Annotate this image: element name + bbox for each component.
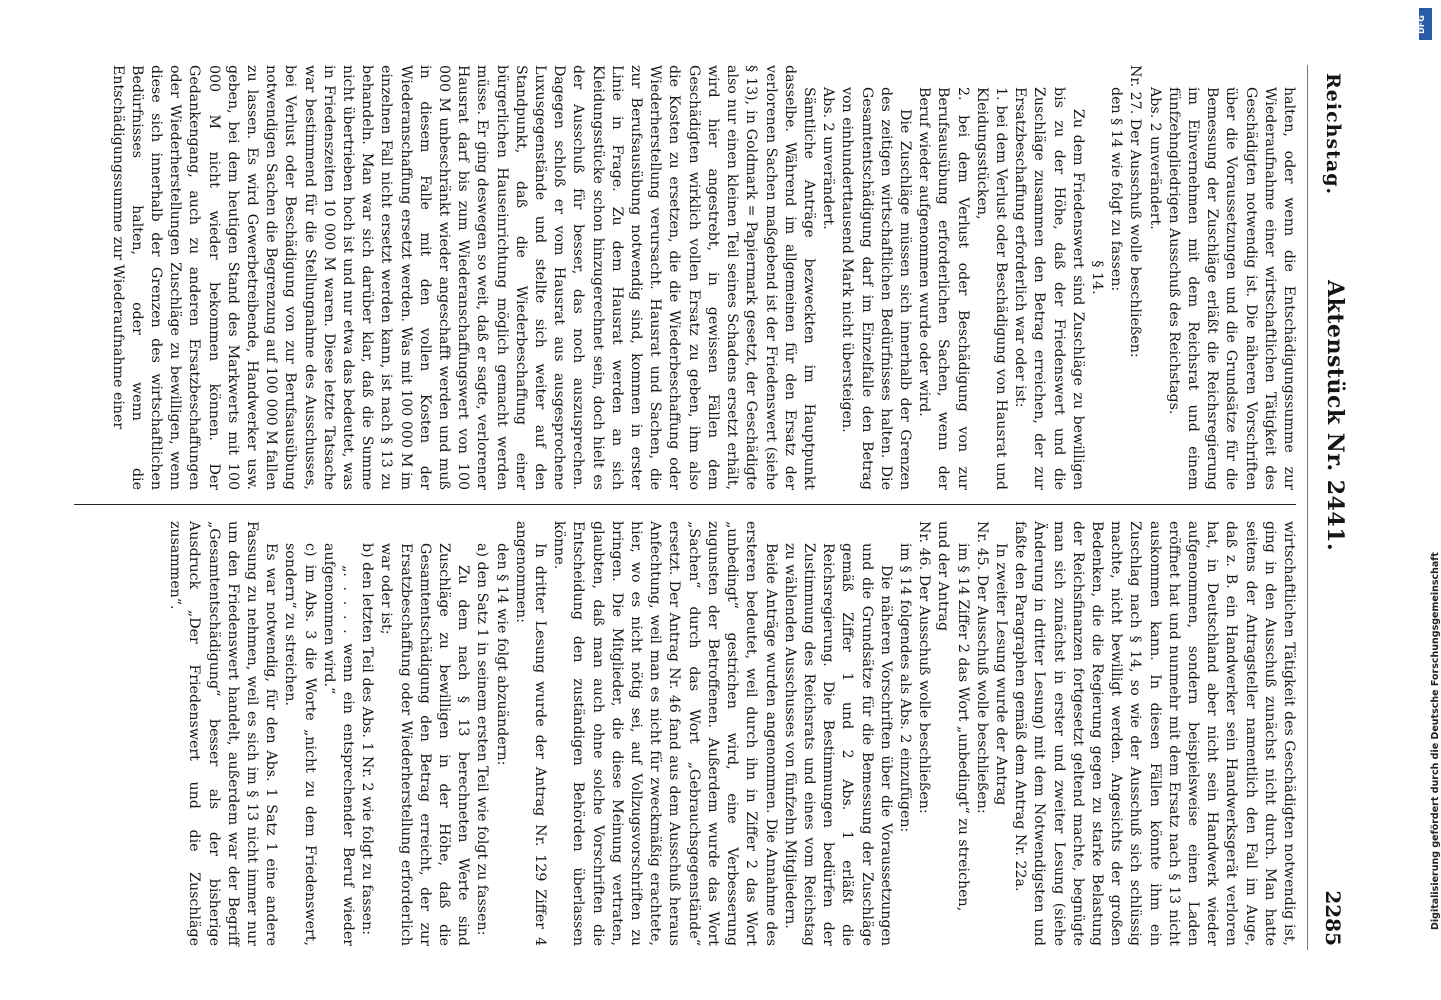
right-column-paragraph: c) im Abs. 3 die Worte „nicht zu dem Friedenswert, sondern“ zu streichen. (282, 543, 318, 946)
left-column-paragraph: Sämtliche Anträge bezweckten im Hauptpunkt dasselbe. Während im allgemeinen für den Ersatz der verlorenen Sachen maßgebend ist der Friedenswert (siehe § 13), in Goldmark = Papiermark gesetzt, der Geschädigte also nur einen kleinen Teil seines Schadens ersetzt erhält, wird hier angestrebt, in gewissen Fällen dem Geschädigten wirklich vollen Ersatz zu geben, ihm also die Kosten zu ersetzen, die die Wiederbeschaffung oder Wiederherstellung verursacht. Hausrat und Sachen, die zur Berufsausübung notwendig sind, kommen in erster Linie in Frage. Zu dem Hausrat werden an sich Kleidungsstücke schon hinzugerechnet sein, doch hielt es der Ausschuß für besser, das noch auszusprechen. Dagegen schloß er vom Hausrat aus ausgesprochene Luxusgegenstände und stellte sich weiter auf den Standpunkt, daß die Wiederbeschaffung einer bürgerlichen Hauseinrichtung möglich gemacht werden müsse. Er ging deswegen so weit, daß er sagte, verlorener Hausrat darf bis zum Wiederanschaffungswert von 100 000 M unbeschränkt wieder angeschafft werden und muß in diesem Falle mit den vollen Kosten der Wiederanschaffung ersetzt werden. Was mit 100 000 M im einzelnen Fall nicht ersetzt werden kann, ist nach § 13 zu behandeln. Man war sich darüber klar, daß die Summe nicht übertrieben hoch ist und nur etwa das bedeutet, was in Friedenszeiten 10 000 M waren. Diese letzte Tatsache war bestimmend für die Stellungnahme des Ausschusses, bei Verlust oder Beschädigung von zur Berufsausübung notwendigen Sachen die Begrenzung auf 100 000 M fallen zu lassen. Es wird Gewerbetreibende, Handwerker usw. geben, bei dem heutigen Stand des Markwerts mit 100 000 M nicht wieder bekommen können. Der Gedankengang, auch zu anderen Ersatzbeschaffungen oder Wiederherstellungen Zuschläge zu bewilligen, wenn diese sich innerhalb der Grenzen des wirtschaftlichen Bedürfnisses halten, oder wenn die Entschädigungssumme zur Wiederaufnahme einer (109, 65, 817, 490)
right-column-paragraph: In zweiter Lesung wurde der Antrag (992, 543, 1009, 806)
right-column-paragraph: a) den Satz 1 in seinem ersten Teil wie folgt zu fassen: (474, 543, 491, 936)
right-column-paragraph: Nr. 46. Der Ausschuß wolle beschließen: (916, 521, 933, 814)
digitization-note: Digitalisierung gefördert durch die Deutsche Forschungsgemeinschaft (1430, 552, 1441, 930)
left-column-paragraph: den § 14 wie folgt zu fassen: (1108, 87, 1125, 292)
page-header (1314, 65, 1348, 950)
left-column-paragraph: Die Zuschläge müssen sich innerhalb der Grenzen des zeitigen wirtschaftlichen Bedürfnisses halten. Die Gesamtentschädigung darf im Einzelfalle den Betrag von einhunderttausend Mark nicht übersteigen. (839, 87, 913, 490)
left-column-paragraph: 2. bei dem Verlust oder Beschädigung von zur Berufsausübung erforderlichen Sachen, wenn der Beruf wieder aufgenommen wurde oder wird. (916, 87, 971, 490)
right-column-paragraph: Die näheren Vorschriften über die Voraussetzungen und die Grundsätze für die Bemessung der Zuschläge gemäß Ziffer 1 und 2 Abs. 1 erläßt die Reichsregierung. Die Bestimmungen bedürfen der Zustimmung des Reichsrats und eines vom Reichstag zu wählenden Ausschusses von fünfzehn Mitgliedern. (781, 543, 894, 946)
document-page (63, 55, 1348, 960)
left-column-paragraph: 1. bei dem Verlust oder Beschädigung von Hausrat und Kleidungsstücken, (973, 87, 1009, 490)
document-title: Aktenstück Nr. 2441. (1322, 280, 1348, 552)
left-column-paragraph: Abs. 2 unverändert. (1146, 87, 1163, 230)
dfg-logo: DFG (1419, 8, 1432, 40)
right-column-paragraph: im § 14 folgendes als Abs. 2 einzufügen: (896, 543, 913, 833)
header-rule (1307, 65, 1308, 950)
right-column-paragraph: b) den letzten Teil des Abs. 1 Nr. 2 wie folgt zu fassen: (359, 543, 376, 935)
right-column-paragraph: Nr. 45. Der Ausschuß wolle beschließen: (973, 521, 990, 814)
right-column-paragraph: den § 14 wie folgt abzuändern: (493, 543, 510, 766)
right-column-paragraph: Zu dem nach § 13 berechneten Werte sind Zuschläge zu bewilligen in der Höhe, daß die Gesamtentschädigung den Betrag erreicht, der zur Ersatzbeschaffung oder Wiederherstellung erforderlich war oder ist; (378, 543, 472, 946)
right-column (70, 521, 1298, 946)
left-column-paragraph: Nr. 27. Der Ausschuß wolle beschließen: (1127, 65, 1144, 358)
left-column-paragraph: Zu dem Friedenswert sind Zuschläge zu bewilligen bis zu der Höhe, daß der Friedenswert und die Zuschläge zusammen den Betrag erreichen, der zur Ersatzbeschaffung erforderlich war oder ist: (1012, 87, 1086, 490)
right-column-paragraph: im § 14 Ziffer 2 das Wort „unbedingt“ zu streichen, (954, 543, 971, 912)
column-divider (74, 504, 1296, 505)
header-left: Reichstag. (1322, 73, 1344, 196)
left-column-paragraph: Abs. 2 unverändert. (820, 87, 837, 230)
right-column-paragraph: wirtschaftlichen Tätigkeit des Geschädigten notwendig ist, ging in den Ausschuß zunächst nicht durch. Man hatte seitens der Antragsteller namentlich den Fall im Auge, daß z. B. ein Handwerker sein Handwerksgerät verloren hat, in Deutschland aber nicht sein Handwerk wieder aufgenommen, sondern beispielsweise einen Laden eröffnet hat und nunmehr mit dem Ersatz nach § 13 nicht auskommen kann. In diesen Fällen könnte ihm ein Zuschlag nach § 14, so wie der Ausschuß sich schlüssig machte, nicht bewilligt werden. Angesichts der großen Bedenken, die die Regierung gegen zu starke Belastung der Reichsfinanzen fortgesetzt geltend machte, begnügte man sich zunächst in erster und zweiter Lesung (siehe Änderung in dritter Lesung) mit dem Notwendigsten und faßte den Paragraphen gemäß dem Antrag Nr. 22a. (1012, 521, 1297, 946)
left-column-paragraph: § 14. (1088, 260, 1105, 295)
right-column-paragraph: und der Antrag (935, 521, 952, 632)
right-column-paragraph: Es war notwendig, für den Abs. 1 Satz 1 eine andere Fassung zu nehmen, weil es sich im § 13 nicht immer nur um den Friedenswert handelt, außerdem war der Begriff „Gesamtentschädigung“ besser als der bisherige Ausdruck „Der Friedenswert und die Zuschläge zusammen“. (167, 521, 280, 946)
page-number: 2285 (1321, 890, 1345, 946)
left-column (70, 65, 1298, 490)
right-column-paragraph: „. . . . . wenn ein entsprechender Beruf wieder aufgenommen wird.“ (320, 543, 357, 946)
right-column-paragraph: Beide Anträge wurden angenommen. Die Annahme des ersteren bedeutet, weil durch ihn in Ziffer 2 das Wort „unbedingt“ gestrichen wird, eine Verbesserung zugunsten der Betroffenen. Außerdem wurde das Wort „Sachen“ durch das Wort „Gebrauchsgegenstände“ ersetzt. Der Antrag Nr. 46 fand aus dem Ausschuß heraus Anfechtung, weil man es nicht für zweckmäßig erachtete, hier, wo es nicht nötig sei, auf Vollzugsvorschriften zu bringen. Die Mitglieder, die diese Meinung vertraten, glaubten, daß man auch ohne solche Vorschriften die Entscheidung den zuständigen Behörden überlassen könne. (551, 521, 779, 946)
right-column-paragraph: In dritter Lesung wurde der Antrag Nr. 129 Ziffer 4 angenommen: (512, 521, 549, 946)
left-column-paragraph: halten, oder wenn die Entschädigungssumme zur Wiederaufnahme einer wirtschaftlichen Tätigkeit des Geschädigten notwendig ist. Die näheren Vorschriften über die Voraussetzungen und die Grundsätze für die Bemessung der Zuschläge erläßt die Reichsregierung im Einvernehmen mit dem Reichsrat und einem fünfzehngliedrigen Ausschuß des Reichstags. (1165, 87, 1297, 490)
